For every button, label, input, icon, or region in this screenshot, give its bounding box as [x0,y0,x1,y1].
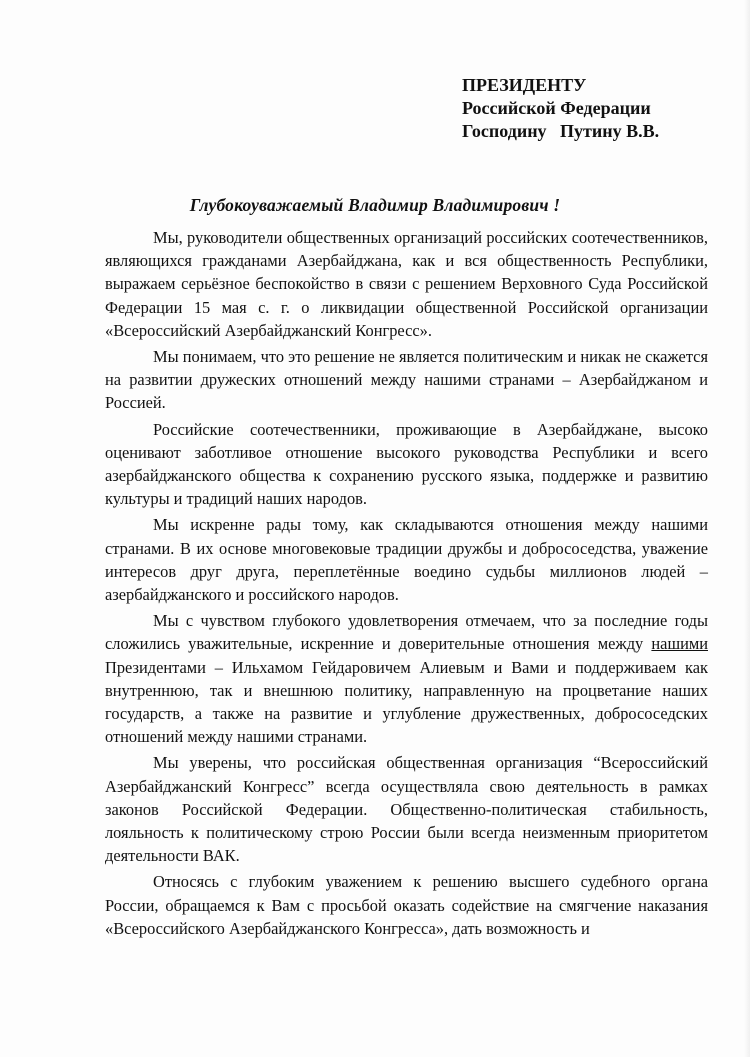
paragraph-5 [105,609,708,748]
salutation: Глубокоуважаемый Владимир Владимирович ! [189,195,561,215]
paragraph-3: Российские соотечественники, проживающие в Азербайджане, высоко оценивают заботливое отношение высокого руководства Республики и всего азербайджанского общества к сохранению русского языка, поддержке и развитию культуры и традиций наших народов. [105,419,708,509]
addressee-title: ПРЕЗИДЕНТУ [462,75,587,95]
addressee-country: Российской Федерации [462,98,651,118]
addressee-block [462,74,659,143]
paragraph-5-after: Президентами – Ильхамом Гейдаровичем Алиевым и Вами и поддерживаем как внутреннюю, так и внешнюю политику, направленную на процветание наших государств, а также на развитие и углубление дружественных, добрососедских отношений между нашими странами. [105,657,708,747]
paragraph-5-before: Мы с чувством глубокого удовлетворения отмечаем, что за последние годы сложились уважительные, искренние и доверительные отношения между [105,611,708,654]
paragraph-4: Мы искренне рады тому, как складываются отношения между нашими странами. В их основе многовековые традиции дружбы и добрососедства, уважение интересов друг друга, переплетённые воедино судьбы миллионов людей – азербайджанского и российского народов. [105,515,708,605]
underlined-word: нашими [651,634,708,654]
paragraph-2: Мы понимаем, что это решение не является политическим и никак не скажется на развитии дружеских отношений между нашими странами – Азербайджаном и Россией. [105,347,708,413]
scan-edge [744,0,750,1057]
paragraph-1: Мы, руководители общественных организаций российских соотечественников, являющихся гражданами Азербайджана, как и вся общественность Республики, выражаем серьёзное беспокойство в связи с решением Верховного Суда Российской Федерации 15 мая с. г. о ликвидации общественной Российской организации «Всероссийский Азербайджанский Конгресс». [105,228,708,340]
addressee-name: Господину Путину В.В. [462,121,660,141]
paragraph-6: Мы уверены, что российская общественная организация “Всероссийский Азербайджанский Конгресс” всегда осуществляла свою деятельность в рамках законов Российской Федерации. Общественно-политическая стабильность, лояльность к политическому строю России были всегда неизменным приоритетом деятельности ВАК. [105,753,708,866]
letter-body [105,226,708,943]
paragraph-7: Относясь с глубоким уважением к решению высшего судебного органа России, обращаемся к Вам с просьбой оказать содействие на смягчение наказания «Всероссийского Азербайджанского Конгресса», дать возможность и [105,872,708,938]
